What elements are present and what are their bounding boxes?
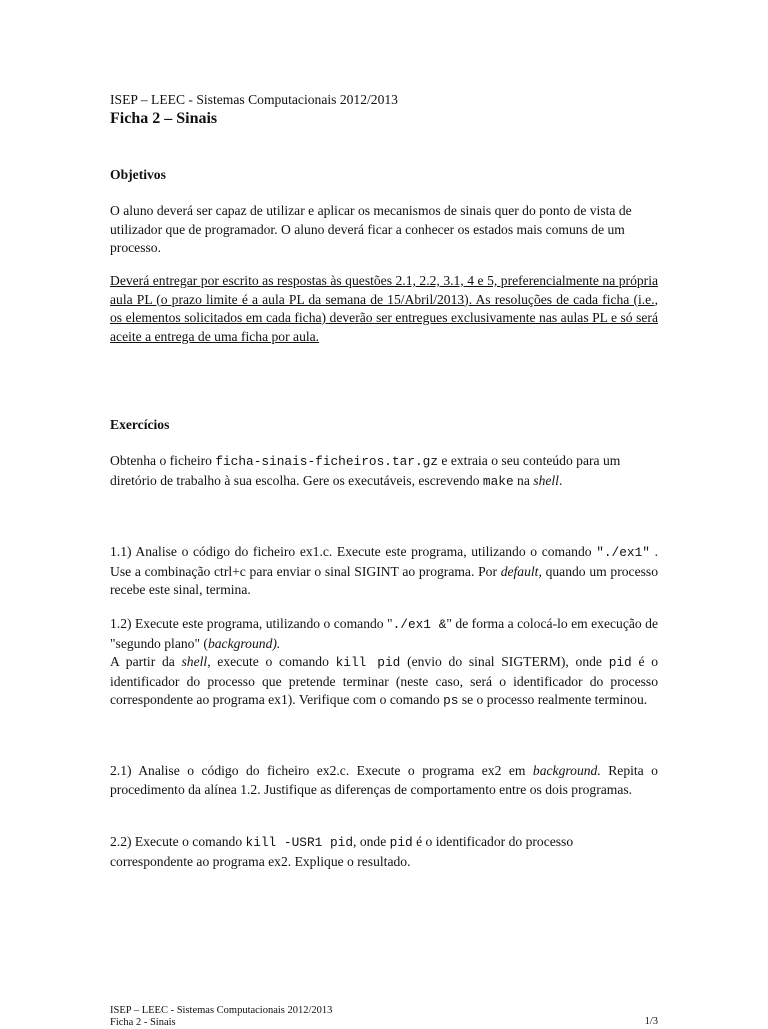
archive-filename: ficha-sinais-ficheiros.tar.gz	[215, 454, 439, 469]
question-2-1	[110, 762, 658, 799]
text: 1.2) Execute este programa, utilizando o comando "	[110, 616, 393, 631]
text: quando um processo recebe este sinal, termina.	[110, 563, 658, 597]
text: . Use a combinação ctrl+c para enviar o sinal SIGINT ao programa. Por	[110, 544, 658, 579]
background-run-command: ./ex1 &	[392, 617, 447, 632]
text: " de forma a colocá-lo em execução de "segundo plano" (	[110, 616, 658, 651]
text: , onde	[353, 834, 390, 849]
question-1-1	[110, 543, 658, 600]
text: 2.1) Analise o código do ficheiro ex2.c. Execute o programa ex2 em	[110, 763, 533, 778]
pid-term: pid	[389, 835, 413, 850]
default-term: default,	[500, 563, 542, 579]
footer-title: Ficha 2 - Sinais	[110, 1017, 176, 1028]
text: (envio do sinal SIGTERM), onde	[400, 654, 609, 669]
text: Repita o procedimento da alínea 1.2. Justifique as diferenças de comportamento entre os dois programas.	[110, 763, 658, 797]
background-term: background).	[207, 635, 281, 651]
exercicios-heading: Exercícios	[110, 417, 170, 432]
question-1-2-body	[110, 653, 658, 711]
run-command: "./ex1"	[596, 545, 650, 560]
text: na	[513, 472, 534, 488]
text: 2.2) Execute o comando	[110, 834, 246, 849]
text: , execute o comando	[207, 654, 336, 669]
page-number: 1/3	[644, 1016, 658, 1027]
text: é o identificador do processo que pretende terminar (neste caso, será o identificador do processo correspondente ao programa ex1). Verifique com o comando	[110, 654, 659, 707]
make-command: make	[482, 473, 514, 489]
course-header: ISEP – LEEC - Sistemas Computacionais 2012/2013	[110, 92, 398, 107]
text: 1.1) Analise o código do ficheiro ex1.c. Execute este programa, utilizando o comando	[110, 544, 597, 559]
ps-command: ps	[443, 693, 459, 708]
exercicios-intro-paragraph	[110, 452, 658, 491]
shell-term: shell	[181, 654, 208, 669]
pid-term: pid	[608, 655, 632, 670]
text: A partir da	[110, 654, 182, 669]
question-2-2	[110, 833, 658, 871]
page-title: Ficha 2 – Sinais	[110, 110, 218, 127]
kill-usr1-command: kill -USR1 pid	[245, 835, 354, 850]
objetivos-heading: Objetivos	[110, 167, 166, 182]
text: é o identificador do processo correspondente ao programa ex2. Explique o resultado.	[110, 834, 574, 869]
text: .	[558, 472, 563, 488]
question-1-2-intro	[110, 615, 658, 653]
shell-term: shell	[533, 472, 559, 488]
objetivos-paragraph: O aluno deverá ser capaz de utilizar e aplicar os mecanismos de sinais quer do ponto de vista de utilizador que de programador. O aluno deverá ficar a conhecer os estados mais comuns de um processo.	[110, 203, 632, 255]
footer-course: ISEP – LEEC - Sistemas Computacionais 2012/2013	[110, 1005, 333, 1016]
delivery-notice: Deverá entregar por escrito as respostas às questões 2.1, 2.2, 3.1, 4 e 5, preferencialmente na própria aula PL (o prazo limite é a aula PL da semana de 15/Abril/2013). As resoluções de cada ficha (i.e., os elementos solicitados em cada ficha) deverão ser entregues exclusivamente nas aulas PL e só será aceite a entrega de uma ficha por aula.	[110, 273, 658, 344]
kill-command: kill pid	[335, 655, 401, 670]
question-1-2	[110, 615, 658, 711]
background-term: background.	[532, 763, 601, 778]
text: se o processo realmente terminou.	[458, 692, 648, 707]
text: Obtenha o ficheiro	[110, 453, 216, 468]
text: e extraia o seu conteúdo para um diretório de trabalho à sua escolha. Gere os executáveis, escrevendo	[110, 453, 621, 488]
